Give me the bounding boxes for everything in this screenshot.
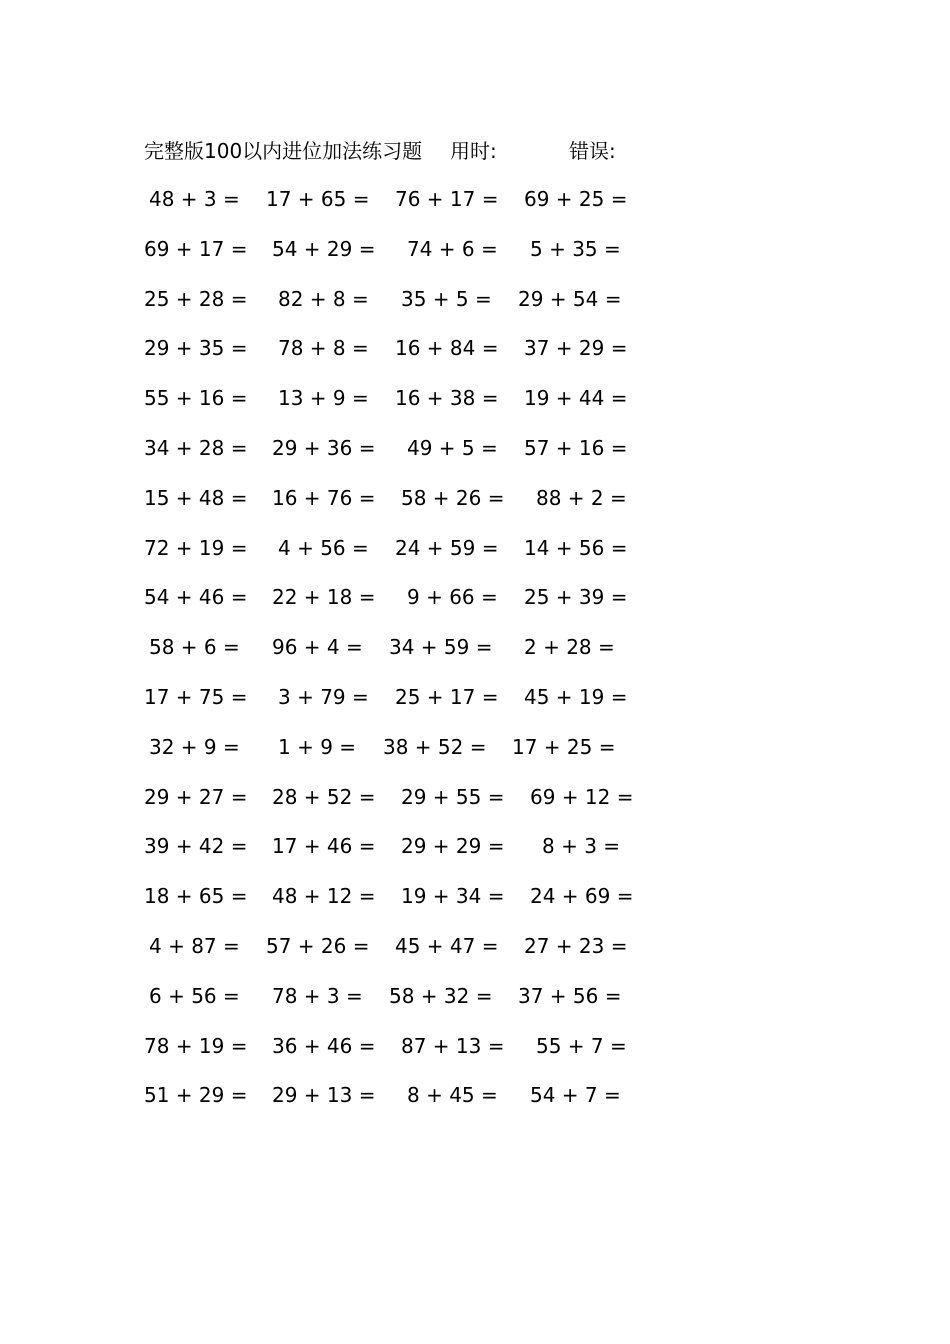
addition-problem: 34 + 28 = [144, 435, 248, 460]
addition-problem: 25 + 39 = [524, 585, 628, 610]
problem-row [0, 333, 700, 383]
addition-problem: 19 + 44 = [524, 386, 628, 411]
problem-row [0, 1080, 700, 1130]
addition-problem: 4 + 87 = [149, 933, 240, 958]
addition-problem: 9 + 66 = [407, 585, 498, 610]
errors-label: 错误: [569, 139, 616, 163]
addition-problem: 6 + 56 = [149, 983, 240, 1008]
addition-problem: 51 + 29 = [144, 1083, 248, 1108]
addition-problem: 78 + 3 = [272, 983, 363, 1008]
addition-problem: 45 + 47 = [395, 933, 499, 958]
addition-problem: 38 + 52 = [383, 734, 487, 759]
problem-row [0, 682, 700, 732]
addition-problem: 54 + 7 = [530, 1083, 621, 1108]
addition-problem: 69 + 17 = [144, 236, 248, 261]
addition-problem: 58 + 26 = [401, 485, 505, 510]
addition-problem: 29 + 55 = [401, 784, 505, 809]
addition-problem: 72 + 19 = [144, 535, 248, 560]
addition-problem: 55 + 7 = [536, 1033, 627, 1058]
worksheet-header [144, 136, 664, 166]
addition-problem: 78 + 8 = [278, 336, 369, 361]
addition-problem: 69 + 12 = [530, 784, 634, 809]
addition-problem: 29 + 27 = [144, 784, 248, 809]
addition-problem: 1 + 9 = [278, 734, 357, 759]
problem-row [0, 284, 700, 334]
addition-problem: 16 + 84 = [395, 336, 499, 361]
time-used-label: 用时: [450, 139, 497, 163]
addition-problem: 3 + 79 = [278, 684, 369, 709]
addition-problem: 24 + 69 = [530, 884, 634, 909]
worksheet-title: 完整版100以内进位加法练习题 [144, 139, 423, 163]
problem-row [0, 533, 700, 583]
addition-problem: 16 + 76 = [272, 485, 376, 510]
problem-row [0, 433, 700, 483]
addition-problem: 4 + 56 = [278, 535, 369, 560]
addition-problem: 28 + 52 = [272, 784, 376, 809]
addition-problem: 18 + 65 = [144, 884, 248, 909]
problem-row [0, 881, 700, 931]
addition-problem: 25 + 17 = [395, 684, 499, 709]
problem-row [0, 931, 700, 981]
addition-problem: 17 + 75 = [144, 684, 248, 709]
addition-problem: 16 + 38 = [395, 386, 499, 411]
addition-problem: 29 + 36 = [272, 435, 376, 460]
problem-row [0, 582, 700, 632]
addition-problem: 29 + 29 = [401, 834, 505, 859]
addition-problem: 37 + 29 = [524, 336, 628, 361]
addition-problem: 17 + 46 = [272, 834, 376, 859]
addition-problem: 32 + 9 = [149, 734, 240, 759]
addition-problem: 54 + 29 = [272, 236, 376, 261]
problem-row [0, 732, 700, 782]
addition-problem: 96 + 4 = [272, 635, 363, 660]
addition-problem: 27 + 23 = [524, 933, 628, 958]
problem-row [0, 483, 700, 533]
problem-row [0, 632, 700, 682]
addition-problem: 29 + 13 = [272, 1083, 376, 1108]
problem-row [0, 782, 700, 832]
addition-problem: 37 + 56 = [518, 983, 622, 1008]
addition-problem: 14 + 56 = [524, 535, 628, 560]
addition-problem: 34 + 59 = [389, 635, 493, 660]
addition-problem: 35 + 5 = [401, 286, 492, 311]
addition-problem: 57 + 26 = [266, 933, 370, 958]
addition-problem: 57 + 16 = [524, 435, 628, 460]
addition-problem: 45 + 19 = [524, 684, 628, 709]
addition-problem: 13 + 9 = [278, 386, 369, 411]
addition-problem: 29 + 35 = [144, 336, 248, 361]
addition-problem: 58 + 32 = [389, 983, 493, 1008]
addition-problem: 82 + 8 = [278, 286, 369, 311]
addition-problem: 78 + 19 = [144, 1033, 248, 1058]
problem-grid [0, 184, 700, 1130]
addition-problem: 54 + 46 = [144, 585, 248, 610]
addition-problem: 48 + 3 = [149, 187, 240, 211]
addition-problem: 88 + 2 = [536, 485, 627, 510]
addition-problem: 25 + 28 = [144, 286, 248, 311]
problem-row [0, 234, 700, 284]
addition-problem: 29 + 54 = [518, 286, 622, 311]
addition-problem: 39 + 42 = [144, 834, 248, 859]
addition-problem: 17 + 25 = [512, 734, 616, 759]
addition-problem: 55 + 16 = [144, 386, 248, 411]
addition-problem: 58 + 6 = [149, 635, 240, 660]
addition-problem: 69 + 25 = [524, 187, 628, 211]
addition-problem: 48 + 12 = [272, 884, 376, 909]
addition-problem: 17 + 65 = [266, 187, 370, 211]
addition-problem: 2 + 28 = [524, 635, 615, 660]
problem-row [0, 383, 700, 433]
addition-problem: 22 + 18 = [272, 585, 376, 610]
problem-row [0, 831, 700, 881]
addition-problem: 8 + 45 = [407, 1083, 498, 1108]
addition-problem: 24 + 59 = [395, 535, 499, 560]
addition-problem: 36 + 46 = [272, 1033, 376, 1058]
addition-problem: 5 + 35 = [530, 236, 621, 261]
problem-row [0, 1031, 700, 1081]
addition-problem: 74 + 6 = [407, 236, 498, 261]
addition-problem: 76 + 17 = [395, 187, 499, 211]
addition-problem: 15 + 48 = [144, 485, 248, 510]
problem-row [0, 184, 700, 234]
addition-problem: 19 + 34 = [401, 884, 505, 909]
problem-row [0, 981, 700, 1031]
addition-problem: 87 + 13 = [401, 1033, 505, 1058]
addition-problem: 8 + 3 = [542, 834, 621, 859]
addition-problem: 49 + 5 = [407, 435, 498, 460]
